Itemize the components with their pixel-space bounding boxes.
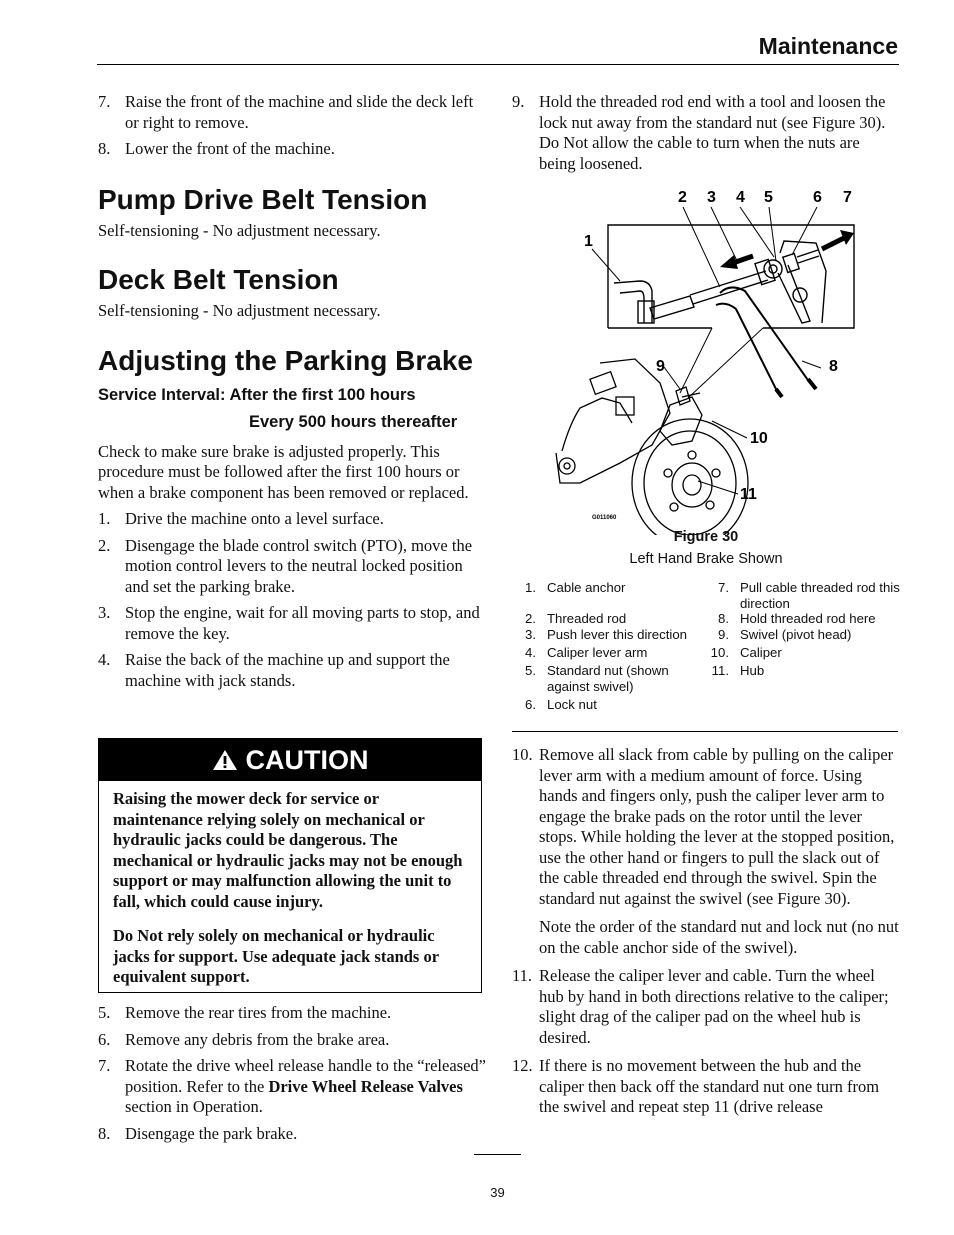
caution-body [99, 781, 481, 988]
left-steps-after [98, 1003, 488, 1150]
step-6 [98, 1030, 488, 1051]
legend-text: Threaded rod [547, 611, 627, 626]
figure-caption-title: Figure 30 [673, 529, 739, 545]
legend-number: 10. [710, 645, 729, 660]
legend-number: 1. [525, 580, 536, 595]
legend-rule [512, 731, 898, 732]
step-7-top [98, 92, 488, 133]
step-number: 12. [512, 1056, 533, 1075]
figure-code: G011060 [592, 515, 617, 521]
brake-step-4 [98, 650, 488, 691]
legend-text: Pull cable threaded rod this direction [740, 580, 900, 611]
step-text: If there is no movement between the hub and the caliper then back off the standard nut one turn from the swivel and repeat step 11 (drive release [539, 1056, 880, 1116]
step-number: 7. [98, 1056, 111, 1075]
legend-text: Push lever this direction [547, 627, 688, 642]
pull-arrow-icon [822, 230, 854, 249]
service-interval-label: Service Interval: [98, 385, 226, 404]
callout-2: 2 [678, 189, 687, 206]
legend-number: 6. [525, 697, 536, 712]
step-number: 8. [98, 139, 111, 158]
callout-10: 10 [750, 430, 768, 447]
step-text: Release the caliper lever and cable. Turn the wheel hub by hand in both directions relative to the caliper; slight drag of the caliper pad on the wheel hub is desired. [539, 966, 889, 1047]
legend-text: Hold threaded rod here [740, 611, 876, 626]
footer-rule [474, 1154, 521, 1155]
legend-text: Swivel (pivot head) [740, 627, 852, 642]
caution-para-1: Raising the mower deck for service or maintenance relying solely on mechanical or hydraulic jacks could be dangerous. The mechanical or hydraulic jacks may not be enough support or may malfunction allowing the unit to fall, which could cause injury. [113, 789, 463, 911]
service-interval-2: Every 500 hours thereafter [249, 412, 458, 431]
header-rule [97, 64, 899, 65]
step-text: Disengage the park brake. [125, 1123, 298, 1143]
legend-text: Hub [740, 663, 765, 678]
step-number: 1. [98, 509, 111, 528]
service-interval-1: After the first 100 hours [229, 385, 416, 404]
legend-number: 4. [525, 645, 536, 660]
step-text: Stop the engine, wait for all moving parts to stop, and remove the key. [125, 603, 480, 643]
legend-text: Caliper [740, 645, 782, 660]
callout-1: 1 [584, 233, 593, 250]
caution-header [99, 739, 481, 781]
step-text: Lower the front of the machine. [125, 139, 335, 158]
caution-title: CAUTION [245, 744, 369, 775]
left-column [98, 92, 488, 697]
step-number: 2. [98, 535, 111, 555]
step-text: Raise the back of the machine up and support the machine with jack stands. [125, 650, 450, 690]
pump-heading: Pump Drive Belt Tension [98, 183, 428, 215]
step-text: Remove all slack from cable by pulling on the caliper lever arm with a medium amount of force. Using hands and fingers only, push the caliper lever arm to engage the brake pads on the rotor until the lever stops. While holding the lever at the stopped position, use the other hand or fingers to pull the slack out of the cable threaded end through the swivel. Spin the standard nut against the swivel (see Figure 30). [539, 745, 895, 908]
brake-intro: Check to make sure brake is adjusted properly. This procedure must be followed after the first 100 hours or when a brake component has been removed or replaced. [98, 441, 469, 502]
step-12 [512, 1056, 902, 1118]
legend-number: 7. [718, 580, 729, 595]
legend-text: Lock nut [547, 697, 597, 712]
figure-caption-sub: Left Hand Brake Shown [629, 551, 783, 567]
step-number: 11. [512, 966, 533, 985]
step-text: Hold the threaded rod end with a tool and loosen the lock nut away from the standard nut (see Figure 30). Do Not allow the cable to turn when the nuts are being loosened. [539, 92, 886, 173]
callout-7: 7 [843, 189, 852, 206]
section-title: Maintenance [758, 33, 898, 59]
deck-heading: Deck Belt Tension [98, 264, 339, 295]
service-interval [98, 382, 488, 409]
caution-box [98, 738, 482, 993]
step-11 [512, 966, 902, 1048]
legend-text: Cable anchor [547, 580, 626, 595]
step-5 [98, 1003, 488, 1024]
step-text: Remove any debris from the brake area. [125, 1029, 390, 1049]
legend-number: 2. [525, 611, 536, 626]
step-8 [98, 1124, 488, 1145]
step-number: 7. [98, 92, 111, 111]
legend-number: 11. [711, 663, 729, 678]
brake-step-2 [98, 536, 488, 598]
brake-step-3 [98, 603, 488, 644]
step-text: Rotate the drive wheel release handle to the “released” position. Refer to the [125, 1056, 486, 1096]
step-text: Raise the front of the machine and slide the deck left or right to remove. [125, 92, 474, 132]
step-7 [98, 1056, 488, 1118]
step-text-post: section in Operation. [125, 1097, 263, 1116]
legend-number: 9. [718, 627, 729, 642]
step-number: 9. [512, 92, 525, 111]
legend-number: 3. [525, 627, 536, 642]
step-9 [512, 92, 900, 174]
step-number: 8. [98, 1123, 111, 1143]
brake-step-1 [98, 509, 488, 530]
step-10 [512, 745, 902, 909]
step-note: Note the order of the standard nut and lock nut (no nut on the cable anchor side of the swivel). [539, 917, 899, 957]
step-10-note [512, 917, 902, 958]
pump-text: Self-tensioning - No adjustment necessary. [98, 220, 381, 240]
right-column [512, 92, 900, 180]
callout-8: 8 [829, 358, 838, 375]
page-number: 39 [490, 1185, 505, 1200]
legend-number: 5. [525, 663, 536, 678]
step-number: 6. [98, 1029, 111, 1049]
callout-6: 6 [813, 189, 822, 206]
figure-caption [512, 526, 900, 570]
callout-4: 4 [736, 189, 745, 206]
right-steps [512, 745, 902, 1124]
inset-detail [608, 225, 854, 397]
step-bold-ref: Drive Wheel Release Valves [268, 1076, 463, 1096]
step-number: 5. [98, 1003, 111, 1022]
legend-text: Caliper lever arm [547, 645, 648, 660]
caution-para-2: Do Not rely solely on mechanical or hydraulic jacks for support. Use adequate jack stands or equivalent support. [113, 926, 439, 986]
step-text: Remove the rear tires from the machine. [125, 1003, 392, 1022]
step-text: Drive the machine onto a level surface. [125, 509, 384, 528]
step-number: 3. [98, 603, 111, 622]
callout-11: 11 [740, 486, 757, 503]
step-number: 4. [98, 650, 111, 669]
brake-assembly [556, 359, 748, 535]
legend-number: 8. [718, 611, 729, 626]
brake-figure [540, 183, 900, 535]
callout-9: 9 [656, 358, 665, 375]
callout-5: 5 [764, 189, 773, 206]
warning-triangle-icon [212, 749, 238, 771]
push-arrow-icon [720, 255, 753, 269]
legend-text: Standard nut (shown against swivel) [547, 663, 669, 694]
step-text: Disengage the blade control switch (PTO), move the motion control levers to the neutral locked position and set the parking brake. [125, 535, 473, 596]
deck-text: Self-tensioning - No adjustment necessary. [98, 301, 381, 320]
step-number: 10. [512, 745, 533, 764]
step-8-top [98, 139, 488, 160]
brake-heading: Adjusting the Parking Brake [98, 344, 473, 376]
callout-3: 3 [707, 189, 716, 206]
